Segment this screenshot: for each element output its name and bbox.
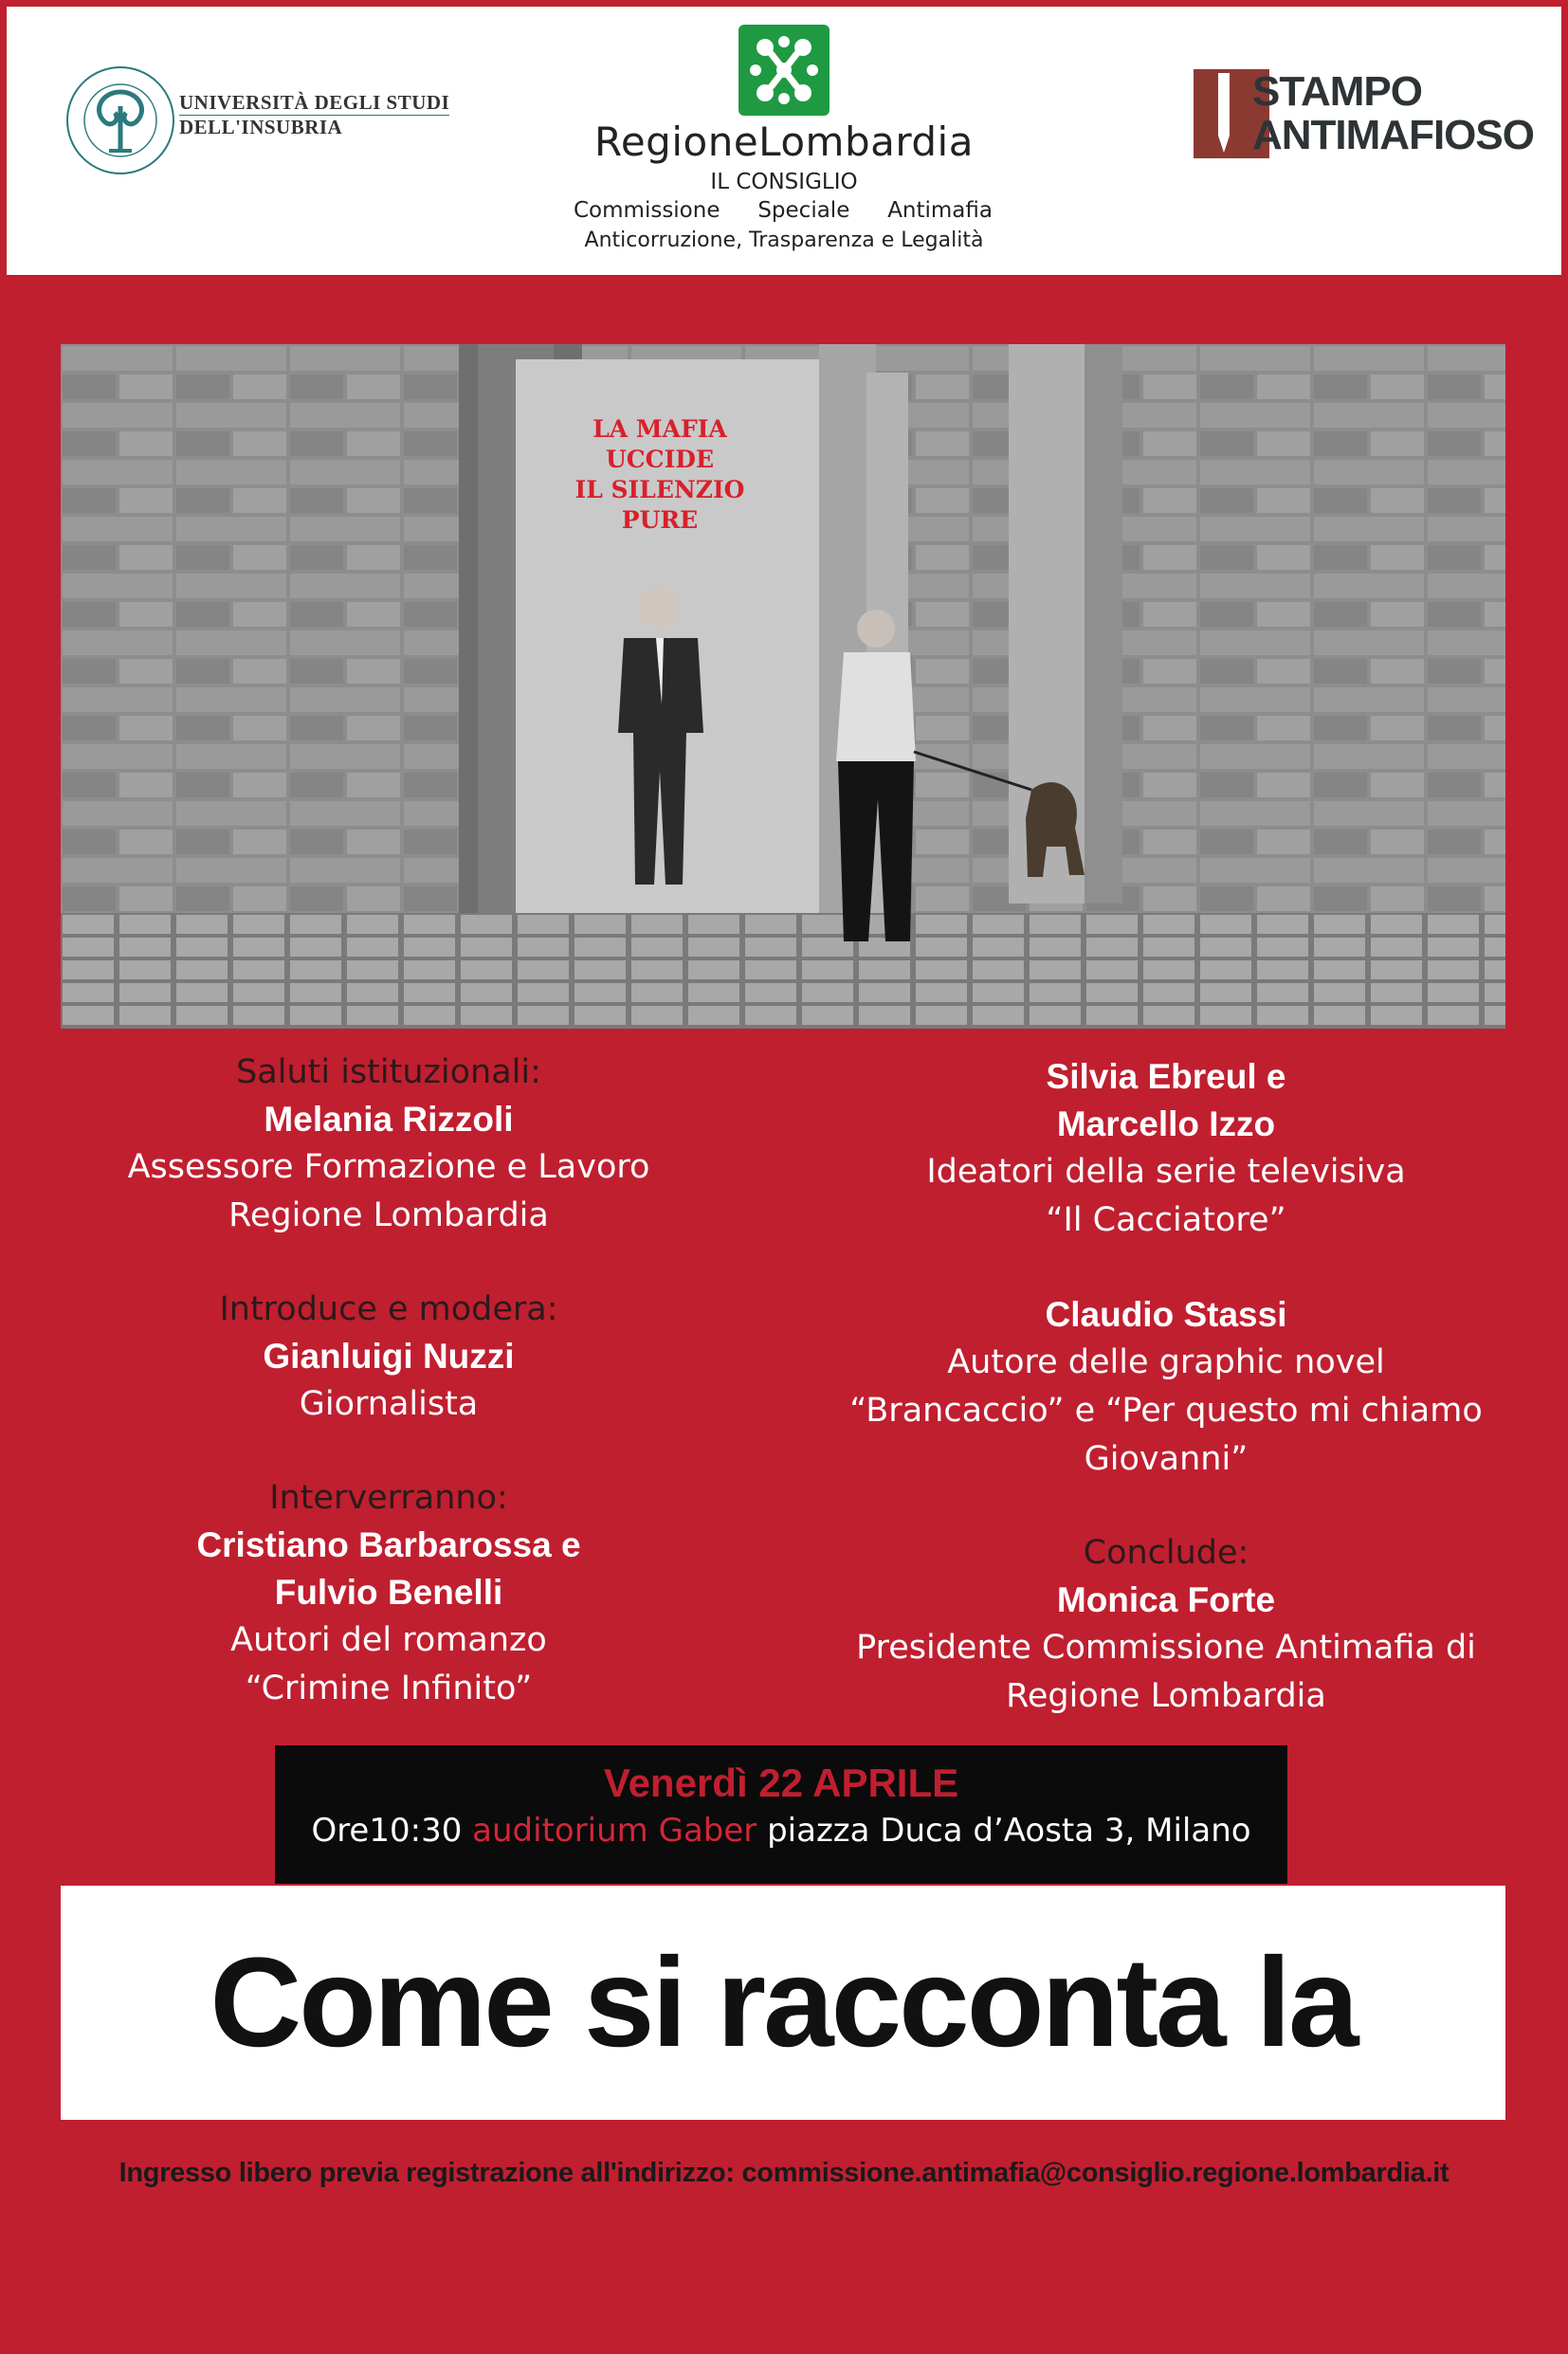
commission-subtitle: Anticorruzione, Trasparenza e Legalità [584,228,984,252]
stampo-antimafioso-logo [1194,68,1534,158]
commission-word-1: Commissione [574,198,720,223]
role-label: Saluti istituzionali: [236,1053,541,1091]
commission-word-2: Speciale [757,198,850,223]
speaker-desc: Autore delle graphic novel [947,1343,1385,1381]
event-details [275,1812,1287,1850]
event-date: Venerdì 22 APRILE [603,1761,959,1805]
role-label: Conclude: [1083,1534,1249,1572]
university-name-line1: UNIVERSITÀ DEGLI STUDI [179,91,450,114]
poster-line-3: IL SILENZIO [574,476,745,503]
speaker-name: Marcello Izzo [1056,1104,1276,1143]
speaker-desc: “Crimine Infinito” [245,1670,533,1707]
speaker-desc: “Il Cacciatore” [1046,1201,1286,1239]
speaker-desc: Regione Lombardia [1006,1677,1326,1715]
speaker-block-4 [834,1053,1498,1245]
region-name: RegioneLombardia [594,119,974,165]
speaker-name: Melania Rizzoli [264,1100,514,1139]
speaker-desc: Autori del romanzo [230,1621,547,1659]
role-label: Interverranno: [269,1479,508,1517]
registration-footer: Ingresso libero previa registrazione all'indirizzo: commissione.antimafia@consiglio.regione.lombardia.it [119,2158,1449,2188]
speaker-desc: Ideatori della serie televisiva [926,1153,1406,1191]
region-council: IL CONSIGLIO [710,170,858,194]
university-name-line2: DELL'INSUBRIA [179,115,449,137]
speaker-desc: Giornalista [299,1385,479,1423]
right-column [834,1053,1498,1767]
speaker-name: Claudio Stassi [1045,1295,1287,1334]
rosa-camuna-icon [738,25,830,116]
speaker-block-3 [57,1475,720,1713]
pen-icon [1211,73,1237,155]
speaker-block-2 [57,1286,720,1429]
speaker-desc: “Brancaccio” e “Per questo mi chiamo [849,1392,1483,1430]
stampo-line1: STAMPO [1252,68,1422,115]
commission-line [574,198,993,223]
speaker-desc: Presidente Commissione Antimafia di [856,1629,1476,1667]
speaker-name: Fulvio Benelli [274,1573,503,1612]
speaker-block-5 [834,1291,1498,1484]
speaker-name: Cristiano Barbarossa e [196,1525,581,1564]
main-title [61,1886,1505,2354]
commission-word-3: Antimafia [887,198,993,223]
event-venue: auditorium Gaber [472,1812,757,1850]
speaker-name: Monica Forte [1056,1580,1276,1619]
speaker-desc: Assessore Formazione e Lavoro [127,1148,650,1186]
speaker-desc: Regione Lombardia [228,1196,549,1234]
speaker-block-1 [57,1049,720,1240]
speaker-desc: Giovanni” [1084,1440,1249,1478]
event-address: piazza Duca d’Aosta 3, Milano [767,1812,1251,1850]
university-seal-icon [64,64,177,177]
speaker-name: Gianluigi Nuzzi [263,1337,515,1376]
event-time: Ore10:30 [311,1812,463,1850]
stampo-line2: ANTIMAFIOSO [1252,112,1534,158]
header-banner [7,7,1561,275]
street-photo [61,344,1505,1029]
main-title-part1: Come si racconta la [210,1932,1357,2073]
left-column [57,1049,720,1760]
speaker-name: Silvia Ebreul e [1046,1057,1286,1096]
poster-line-4: PURE [621,506,699,534]
university-name [179,92,449,137]
poster-line-2: UCCIDE [605,446,715,473]
main-title-mafia: MAFIA [589,2166,977,2308]
speaker-block-6 [834,1530,1498,1721]
poster-line-1: LA MAFIA [593,415,727,443]
event-date-box [275,1745,1287,1884]
role-label: Introduce e modera: [219,1290,558,1328]
region-logo [738,25,830,116]
